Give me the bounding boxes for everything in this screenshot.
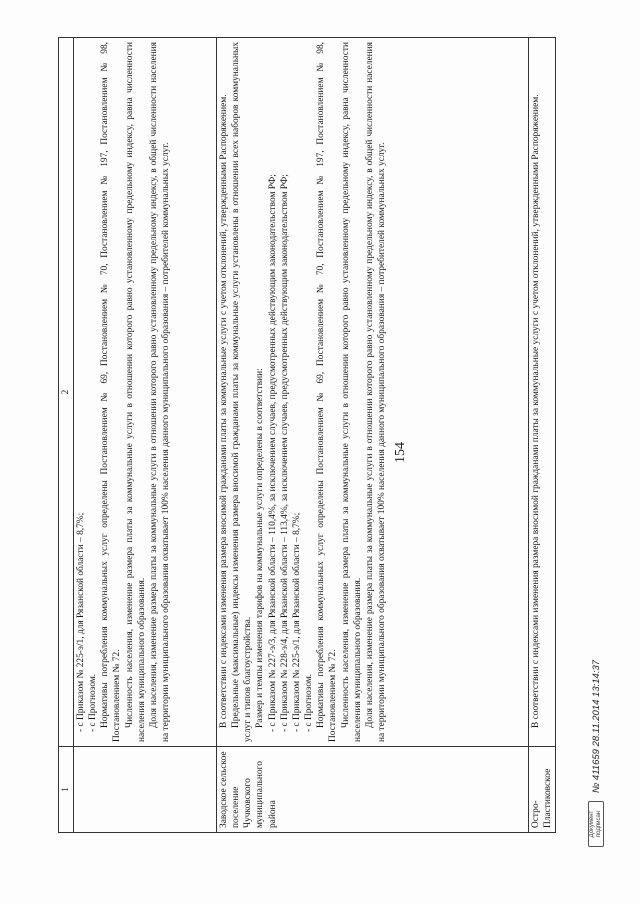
- table-paragraph: Предельные (максимальные) индексы изменения размера вносимой гражданами платы за коммунальные услуги установлены в отношении всех наборов коммунальных услуг и типов благоустройства.: [231, 42, 254, 742]
- description-cell: [217, 38, 529, 747]
- table-paragraph: В соответствии с индексами изменения размера вносимой гражданами платы за коммунальные услуги с учетом отклонений, утвержденными Распоряжением.: [219, 94, 229, 728]
- table-paragraph: - с Прогнозом.: [304, 673, 315, 732]
- table-paragraph: - с Приказом № 225-э/1, для Рязанской области – 8,7%;: [291, 512, 302, 732]
- table-paragraph: - с Приказом № 227-э/3, для Рязанской области – 110,4%, за исключением случаев, предусмотренных действующим законодательством РФ;: [267, 174, 278, 732]
- table-row: [529, 38, 556, 833]
- column-header-1: 1: [59, 747, 74, 833]
- page-number: 154: [393, 442, 408, 463]
- municipal-tariff-table: [58, 37, 556, 833]
- description-cell: [529, 38, 556, 747]
- table-paragraph: Нормативы потребления коммунальных услуг определены Постановлением № 69, Постановлением № 70, Постановлением № 197, Постановлением № 98, Постановлением № 72.: [316, 42, 339, 742]
- table-paragraph: - с Приказом № 225-э/1, для Рязанской области – 8,7%;: [76, 512, 86, 732]
- municipality-cell: Заводское сельское поселение Чучковского муниципального района: [217, 747, 529, 833]
- document-registration-number: № 411659 28.11.2014 13:14:37: [590, 659, 602, 793]
- table-paragraph: - с Прогнозом.: [88, 673, 99, 732]
- description-cell: [74, 38, 217, 747]
- table-header-row: [59, 38, 74, 833]
- signature-stamp: [588, 660, 604, 847]
- table-paragraph: Доля населения, изменение размера платы за коммунальные услуги в отношении которого равно установленному предельному индексу, в общей численности населения на территории муниципального образования охватывает 100% населения данного муниципального образования – потребителей коммунальных услуг.: [148, 42, 172, 742]
- table-row: [74, 38, 217, 833]
- table-paragraph: Доля населения, изменение размера платы за коммунальные услуги в отношении которого равно установленному предельному индексу, в общей численности населения на территории муниципального образования охватывает 100% населения данного муниципального образования – потребителей коммунальных услуг.: [364, 42, 388, 742]
- municipality-cell: Остро-Пластиковское: [529, 747, 556, 833]
- municipality-cell: [74, 747, 217, 833]
- table-paragraph: Численность населения, изменение размера платы за коммунальные услуги в отношении которого равно установленному предельному индексу, равна численности населения муниципального образования.: [124, 42, 147, 742]
- column-header-2: 2: [59, 38, 74, 747]
- signature-seal-icon: Документ подписан: [588, 801, 604, 847]
- table-paragraph: Размер и темпы изменения тарифов на коммунальные услуги определены в соответствии:: [255, 368, 266, 728]
- table-paragraph: Нормативы потребления коммунальных услуг определены Постановлением № 69, Постановлением № 70, Постановлением № 197, Постановлением № 98, Постановлением № 72.: [100, 42, 123, 742]
- table-row: [217, 38, 529, 833]
- table-paragraph: Численность населения, изменение размера платы за коммунальные услуги в отношении которого равно установленному предельному индексу, равна численности населения муниципального образования.: [340, 42, 363, 742]
- table-paragraph: - с Приказом № 228-э/4, для Рязанской области – 113,4%, за исключением случаев, предусмотренных действующим законодательством РФ;: [279, 174, 290, 732]
- table-paragraph: В соответствии с индексами изменения размера вносимой гражданами платы за коммунальные услуги с учетом отклонений, утвержденными Распоряжением.: [531, 94, 541, 728]
